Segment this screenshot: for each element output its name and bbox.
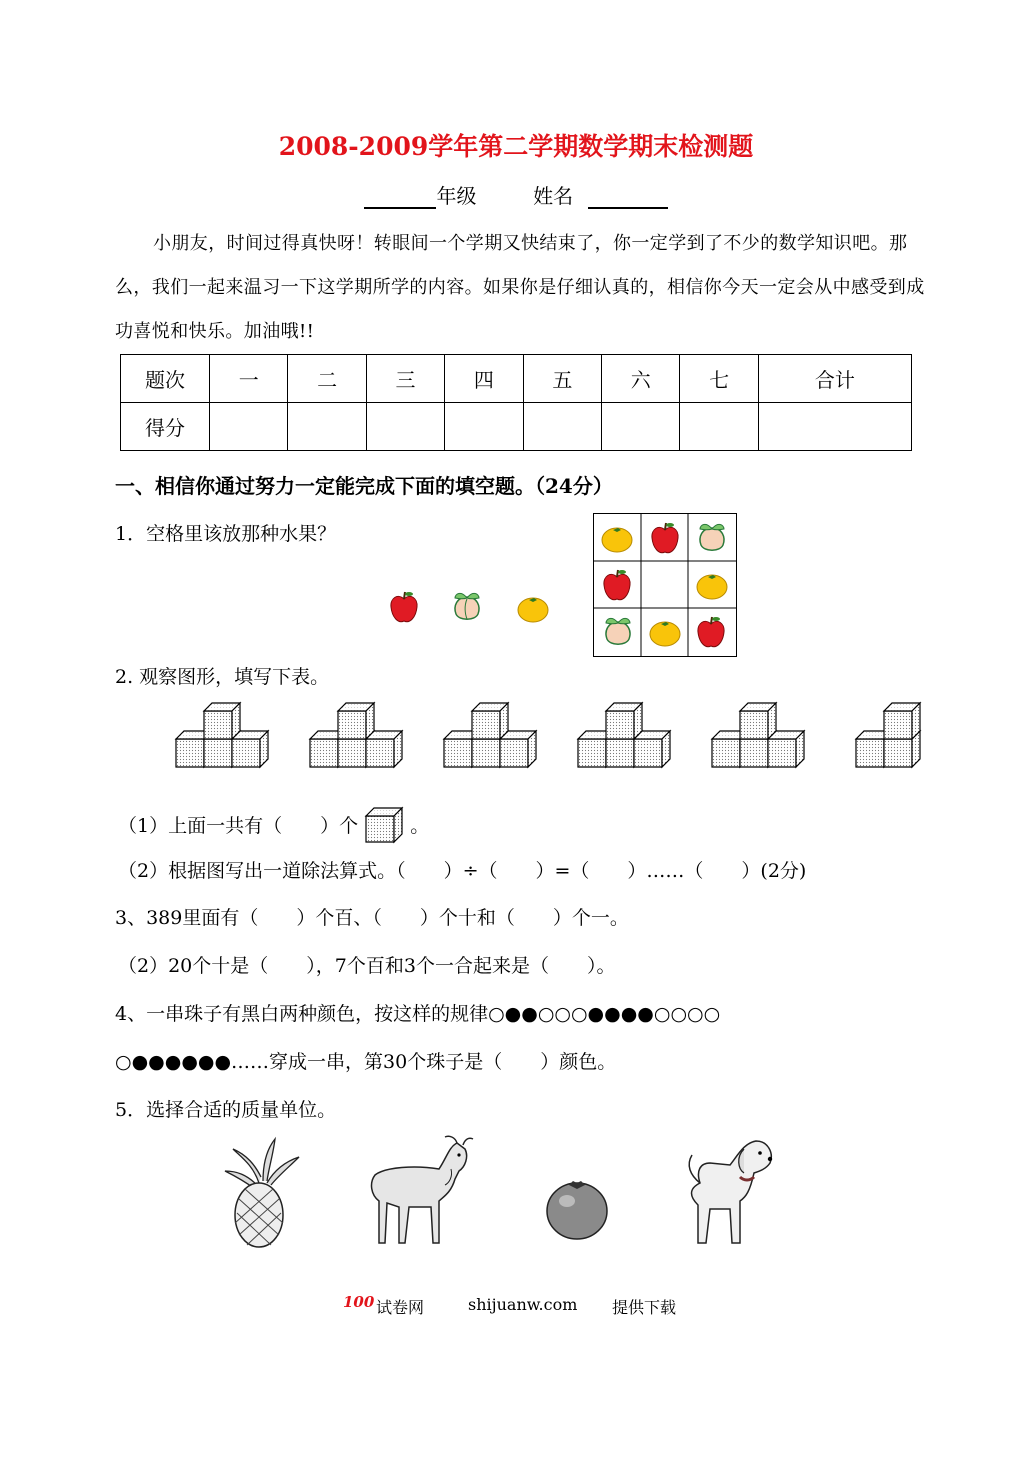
peach-icon bbox=[606, 618, 630, 644]
section1-heading: 一、相信你通过努力一定能完成下面的填空题。（24分） bbox=[115, 474, 613, 498]
footer-logo-number: 100 bbox=[343, 1293, 375, 1311]
score-col-7: 七 bbox=[680, 355, 758, 403]
cube-group-2 bbox=[310, 703, 402, 767]
apple-icon bbox=[652, 523, 678, 553]
cube-group-3 bbox=[444, 703, 536, 767]
score-col-5: 五 bbox=[523, 355, 601, 403]
orange-icon bbox=[697, 575, 727, 599]
page-title: 2008-2009学年第二学期数学期末检测题 bbox=[278, 132, 754, 161]
score-table-score-row bbox=[121, 403, 912, 451]
score-table bbox=[120, 354, 912, 451]
intro-paragraph: 小朋友，时间过得真快呀！转眼间一个学期又快结束了，你一定学到了不少的数学知识吧。那么，我们一起来温习一下这学期所学的内容。如果你是仔细认真的，相信你今天一定会从中感受到成功喜悦和快乐。加油哦!! bbox=[115, 233, 925, 342]
name-label: 姓名 bbox=[533, 184, 574, 208]
goat-icon bbox=[372, 1136, 473, 1243]
cube-group-4 bbox=[578, 703, 670, 767]
pineapple-icon bbox=[225, 1139, 299, 1247]
peach-icon[interactable] bbox=[455, 593, 479, 619]
cube-icon bbox=[364, 806, 404, 844]
cube-group-1 bbox=[176, 703, 268, 767]
student-info-line bbox=[0, 180, 1032, 209]
q3-sub2: （2）20个十是（ ），7个百和3个一合起来是（ ）。 bbox=[118, 955, 616, 977]
q4-line2: ○●●●●●●……穿成一串，第30个珠子是（ ）颜色。 bbox=[115, 1051, 617, 1073]
score-cell[interactable] bbox=[288, 403, 366, 451]
score-cell[interactable] bbox=[523, 403, 601, 451]
score-cell[interactable] bbox=[758, 403, 911, 451]
score-col-total: 合计 bbox=[758, 355, 911, 403]
apple-icon[interactable] bbox=[391, 592, 417, 622]
cube-group-5 bbox=[712, 703, 804, 767]
cube-figures bbox=[170, 695, 930, 775]
tomato-icon bbox=[547, 1181, 607, 1239]
score-table-row2-label: 得分 bbox=[121, 403, 210, 451]
score-col-6: 六 bbox=[602, 355, 680, 403]
q2-sub1-text: （1）上面一共有（ ）个 bbox=[118, 815, 359, 837]
score-cell[interactable] bbox=[366, 403, 444, 451]
footer-note: 提供下载 bbox=[612, 1298, 677, 1317]
score-cell[interactable] bbox=[210, 403, 288, 451]
q1-options bbox=[385, 588, 555, 628]
score-col-3: 三 bbox=[366, 355, 444, 403]
q3-text: 3、389里面有（ ）个百、（ ）个十和（ ）个一。 bbox=[115, 907, 629, 929]
footer-site[interactable]: shijuanw.com bbox=[468, 1295, 578, 1314]
q2-sub2: （2）根据图写出一道除法算式。（ ）÷（ ）=（ ）……（ ）(2分) bbox=[118, 860, 807, 882]
footer-logo-text: 试卷网 bbox=[376, 1298, 425, 1317]
q4-line1: 4、一串珠子有黑白两种颜色，按这样的规律○●●○○○●●●●○○○○ bbox=[115, 1003, 721, 1025]
q5-text: 5．选择合适的质量单位。 bbox=[115, 1099, 337, 1121]
q2-text: 2. 观察图形，填写下表。 bbox=[115, 666, 330, 688]
name-blank[interactable] bbox=[588, 185, 668, 209]
score-table-header-row bbox=[121, 355, 912, 403]
score-col-1: 一 bbox=[210, 355, 288, 403]
score-cell[interactable] bbox=[680, 403, 758, 451]
peach-icon bbox=[700, 524, 724, 550]
orange-icon[interactable] bbox=[518, 598, 548, 622]
score-col-2: 二 bbox=[288, 355, 366, 403]
apple-icon bbox=[604, 570, 630, 600]
fruit-grid-drawing bbox=[594, 514, 736, 656]
orange-icon bbox=[602, 528, 632, 552]
score-cell[interactable] bbox=[602, 403, 680, 451]
score-table-row1-label: 题次 bbox=[121, 355, 210, 403]
score-col-4: 四 bbox=[445, 355, 523, 403]
cube-group-6 bbox=[856, 703, 920, 767]
q5-pictures bbox=[215, 1135, 785, 1255]
score-cell[interactable] bbox=[445, 403, 523, 451]
grade-blank[interactable] bbox=[364, 185, 436, 209]
q2-sub1 bbox=[118, 806, 429, 844]
apple-icon bbox=[698, 617, 724, 647]
dog-icon bbox=[689, 1141, 772, 1243]
q2-sub1-end: 。 bbox=[410, 815, 430, 837]
orange-icon bbox=[650, 622, 680, 646]
q1-text: 1．空格里该放那种水果？ bbox=[115, 523, 337, 545]
fruit-grid bbox=[593, 513, 737, 657]
grade-label: 年级 bbox=[436, 184, 477, 208]
